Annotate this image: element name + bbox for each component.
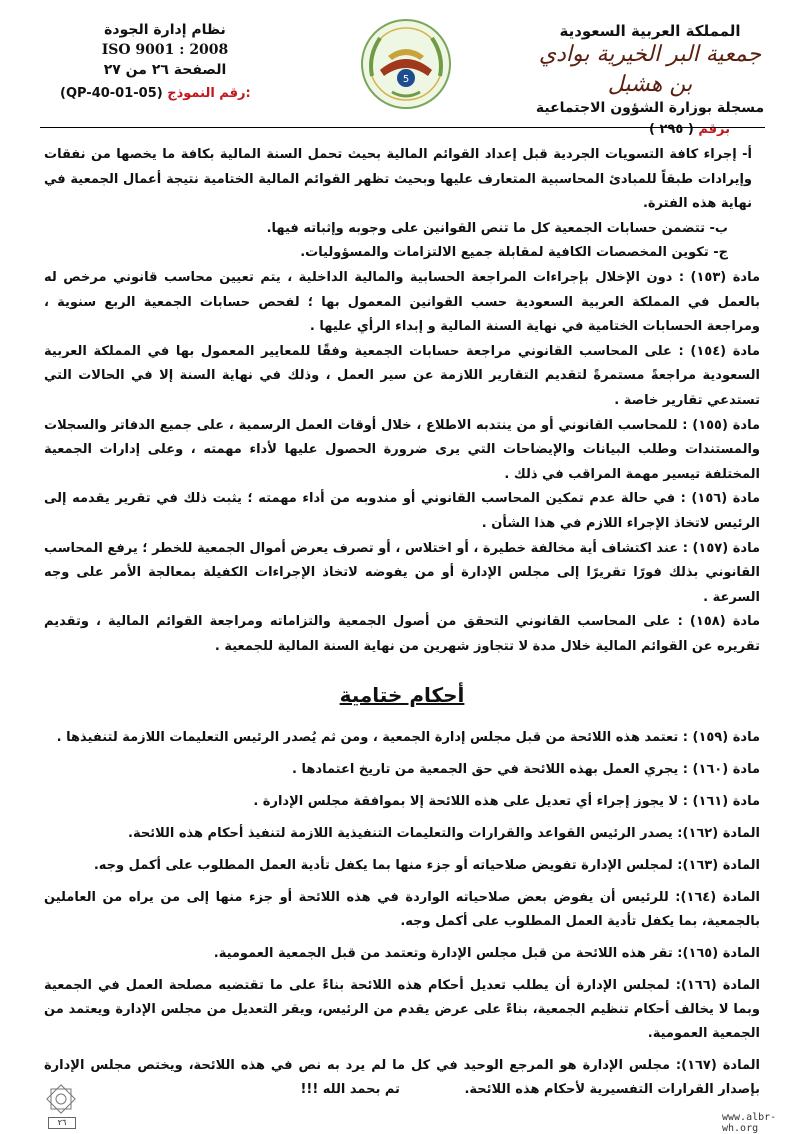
closing-text: تم بحمد الله !!! xyxy=(300,1082,400,1098)
article-paragraph: المادة (١٦٢): يصدر الرئيس القواعد والقرارات والتعليمات التنفيذية اللازمة لتنفيذ أحكام هذه اللائحة. xyxy=(128,826,760,842)
form-code: (QP-40-01-05) xyxy=(60,86,163,101)
reg-number: ( ٢٩٥ ) xyxy=(649,122,694,137)
page-number: ٢٦ xyxy=(48,1117,76,1129)
svg-text:5: 5 xyxy=(402,74,410,85)
article-paragraph: المادة (١٦٦): لمجلس الإدارة أن يطلب تعديل أحكام هذه اللائحة بناءً على ما تقتضيه مصلحة العمل في الجمعية وبما لا يخالف أحكام تنظيم الجمعية، بناءً على عرض يقدم من الرئيس، ويقر التعديل من مجلس الإدارة ويعتمد من الجمعية العمومية. xyxy=(44,978,760,1042)
list-item: أ‌- إجراء كافة التسويات الجردية قبل إعداد القوائم المالية بحيث تحمل السنة المالية بكافة ما يخصها من نفقات وإيرادات طبقاً للمبادئ المحاسبية المتعارف عليها وبحيث تظهر القوائم المالية الختامية نتيجة أعمال الجمعية في نهاية هذه الفترة. xyxy=(44,147,752,212)
article-paragraph: مادة (١٥٩) : تعتمد هذه اللائحة من قبل مجلس إدارة الجمعية ، ومن ثم يُصدر الرئيس التعليمات اللازمة لتنفيذها . xyxy=(56,730,760,746)
final-provisions xyxy=(44,726,760,1102)
article-paragraph: مادة (١٥٣) : دون الإخلال بإجراءات المراجعة الحسابية والمالية الداخلية ، يتم تعيين محاسب قانوني مرخص له بالعمل في المملكة العربية السعودية حسب القوانين المعمول بها ؛ لفحص حسابات الجمعية الربع سنوية ، ومراجعة الحسابات الختامية في نهاية السنة المالية و إبداء الرأي عليها . xyxy=(44,269,760,335)
article-paragraph: المادة (١٦٥): تقر هذه اللائحة من قبل مجلس الإدارة وتعتمد من قبل الجمعية العمومية. xyxy=(213,946,760,962)
article-paragraph: مادة (١٥٥) : للمحاسب القانوني أو من ينتدبه الاطلاع ، خلال أوقات العمل الرسمية ، على جميع الدفاتر والسجلات والمستندات وطلب البيانات والإيضاحات التي يرى ضرورة الحصول عليها لأداء مهمته ، وعلى إدارات الجمعية المختلفة تيسير مهمة المراقب في ذلك . xyxy=(44,417,760,482)
section-title: أحكام ختامية xyxy=(339,683,465,708)
form-label: رقم النموذج: xyxy=(167,86,251,101)
document-body xyxy=(44,143,760,1110)
article-paragraph: المادة (١٦٤): للرئيس أن يفوض بعض صلاحياته الواردة في هذه اللائحة أو جزء منها إلى من يراه من العاملين بالجمعية، بما يكفل تأدية العمل المطلوب على أكمل وجه. xyxy=(44,890,760,930)
article-text: المادة (١٦٧): مجلس الإدارة هو المرجع الوحيد في كل ما لم يرد به نص في هذه اللائحة، ويختص مجلس الإدارة بإصدار القرارات التفسيرية لأحكام هذه اللائحة. xyxy=(44,1058,761,1098)
kingdom-name: المملكة العربية السعودية xyxy=(559,22,741,40)
list-item: ج- تكوين المخصصات الكافية لمقابلة جميع الالتزامات والمسؤوليات. xyxy=(300,245,728,261)
quality-block xyxy=(40,22,290,101)
article-paragraph: مادة (١٥٨) : على المحاسب القانوني التحقق من أصول الجمعية والتزاماته ومراجعة القوائم المالية ، وتقديم تقريره عن القوائم المالية خلال مدة لا تتجاوز شهرين من نهاية السنة المالية للجمعية . xyxy=(44,614,761,654)
article-paragraph: مادة (١٥٦) : في حالة عدم تمكين المحاسب القانوني أو مندوبه من أداء مهمته ؛ يثبت ذلك في تقرير يقدمه إلى الرئيس لاتخاذ الإجراء اللازم في هذا الشأن . xyxy=(44,491,760,531)
article-paragraph: مادة (١٥٧) : عند اكتشاف أية مخالفة خطيرة ، أو اختلاس ، أو تصرف يعرض أموال الجمعية للخطر ؛ يرفع المحاسب القانوني بذلك فورًا تقريرًا إلى مجلس الإدارة أو من يفوضه لاتخاذ الإجراءات الكفيلة بمعالجة الأمر على وجه السرعة . xyxy=(44,540,760,605)
article-paragraph: مادة (١٥٤) : على المحاسب القانوني مراجعة حسابات الجمعية وفقًا للمعايير المعمول بها في المملكة العربية السعودية مراجعةً مستمرةً لتقديم التقارير اللازمة عن سير العمل ، وذلك في نهاية السنة إلا في الحالات التي تستدعي تقارير خاصة . xyxy=(44,343,760,408)
quality-system-title: نظام إدارة الجودة xyxy=(104,22,226,38)
website-url: www.albr-wh.org xyxy=(722,1112,777,1134)
list-item: ب- تتضمن حسابات الجمعية كل ما تنص القوانين على وجوبه وإثباته فيها. xyxy=(266,220,728,236)
page-header xyxy=(40,22,770,137)
decorative-star-icon xyxy=(44,1082,78,1116)
association-logo xyxy=(358,16,454,112)
organization-block xyxy=(530,22,770,137)
reg-label: برقم xyxy=(698,122,730,137)
article-paragraph: المادة (١٦٣): لمجلس الإدارة تفويض صلاحياته أو جزء منها بما يكفل تأدية العمل المطلوب على أكمل وجه. xyxy=(93,858,760,874)
article-paragraph xyxy=(44,1054,760,1102)
registration-number xyxy=(530,122,770,137)
article-paragraph: مادة (١٦١) : لا يجوز إجراء أي تعديل على هذه اللائحة إلا بموافقة مجلس الإدارة . xyxy=(253,794,760,810)
association-name: جمعية البر الخيرية بوادي بن هشبل xyxy=(538,42,762,97)
article-paragraph: مادة (١٦٠) : يجري العمل بهذه اللائحة في حق الجمعية من تاريخ اعتمادها . xyxy=(292,762,760,778)
form-number xyxy=(40,86,290,101)
page-indicator: الصفحة ٢٦ من ٢٧ xyxy=(103,62,227,78)
iso-standard: ISO 9001 : 2008 xyxy=(101,42,229,58)
header-divider xyxy=(40,127,765,128)
registration-text: مسجلة بوزارة الشؤون الاجتماعية xyxy=(535,100,765,116)
